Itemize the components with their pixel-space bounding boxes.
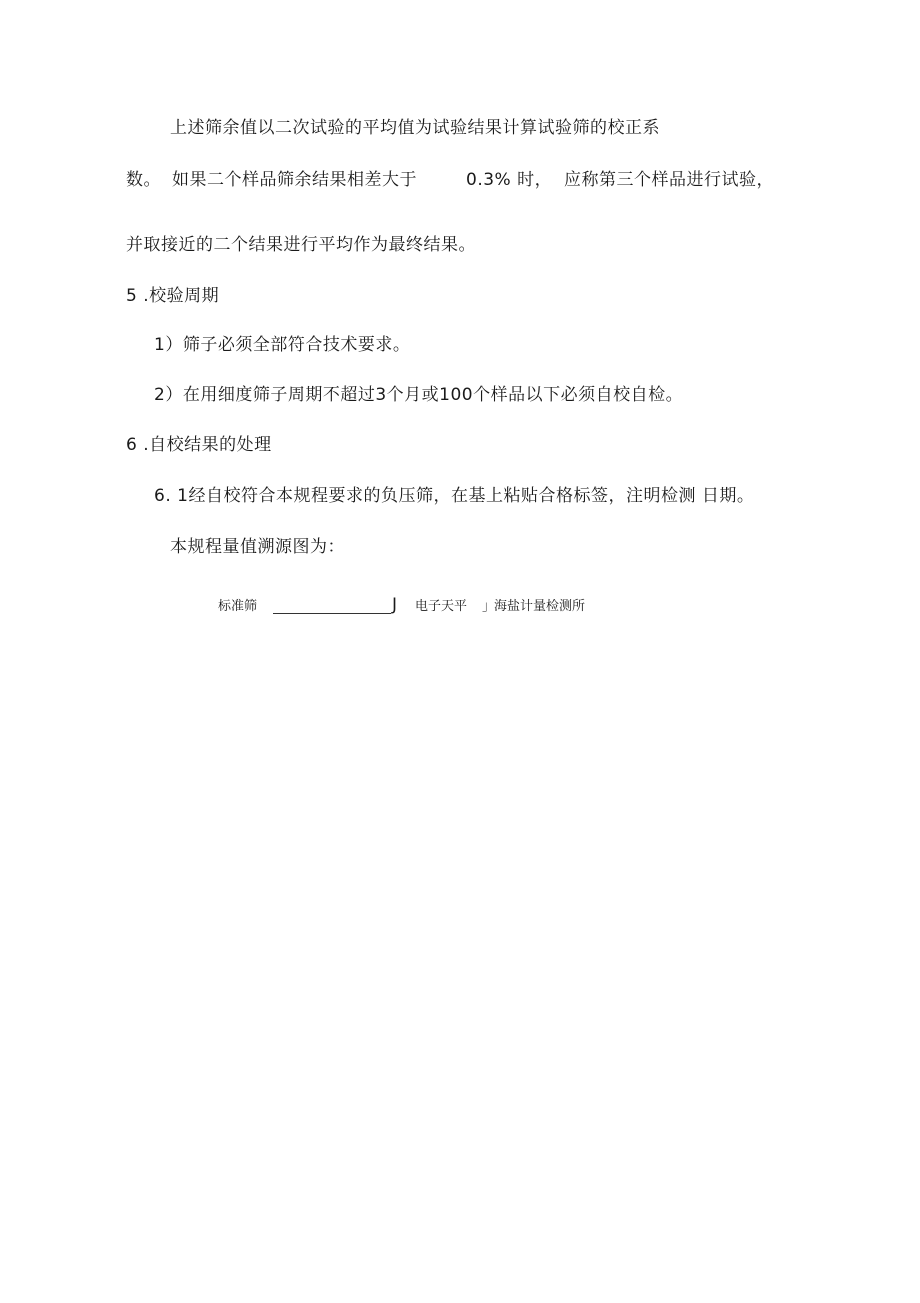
threshold-value: 0.3% 时， — [466, 170, 553, 190]
trace-node-standard-sieve: 标准筛 — [218, 599, 258, 614]
paragraph-correction-coefficient: 上述筛余值以二次试验的平均值为试验结果计算试验筛的校正系 — [170, 118, 660, 138]
section-heading-result-handling: 6 .自校结果的处理 — [126, 435, 272, 455]
list-item: 2）在用细度筛子周期不超过3个月或100个样品以下必须自校自检。 — [154, 385, 684, 405]
trace-arrow-glyph: 」 — [482, 599, 496, 614]
paragraph-final-result: 并取接近的二个结果进行平均作为最终结果。 — [126, 235, 476, 255]
paragraph-text-segment: 数。 — [126, 170, 161, 190]
trace-connector-line — [273, 613, 391, 614]
list-item: 6. 1经自校符合本规程要求的负压筛，在基上粘贴合格标签，注明检测 日期。 — [154, 486, 755, 506]
trace-node-metrology-institute: 海盐计量检测所 — [494, 599, 586, 614]
trace-arrow-glyph: J — [392, 595, 398, 615]
trace-diagram-intro: 本规程量值溯源图为： — [170, 537, 345, 557]
trace-node-electronic-balance: 电子天平 — [415, 599, 468, 614]
paragraph-text-segment: 应称第三个样品进行试验， — [564, 170, 774, 190]
list-item: 1）筛子必须全部符合技术要求。 — [154, 335, 411, 355]
traceability-chain — [218, 597, 638, 617]
section-heading-calibration-period: 5 .校验周期 — [126, 286, 220, 306]
paragraph-text-segment: 如果二个样品筛余结果相差大于 — [172, 170, 417, 190]
